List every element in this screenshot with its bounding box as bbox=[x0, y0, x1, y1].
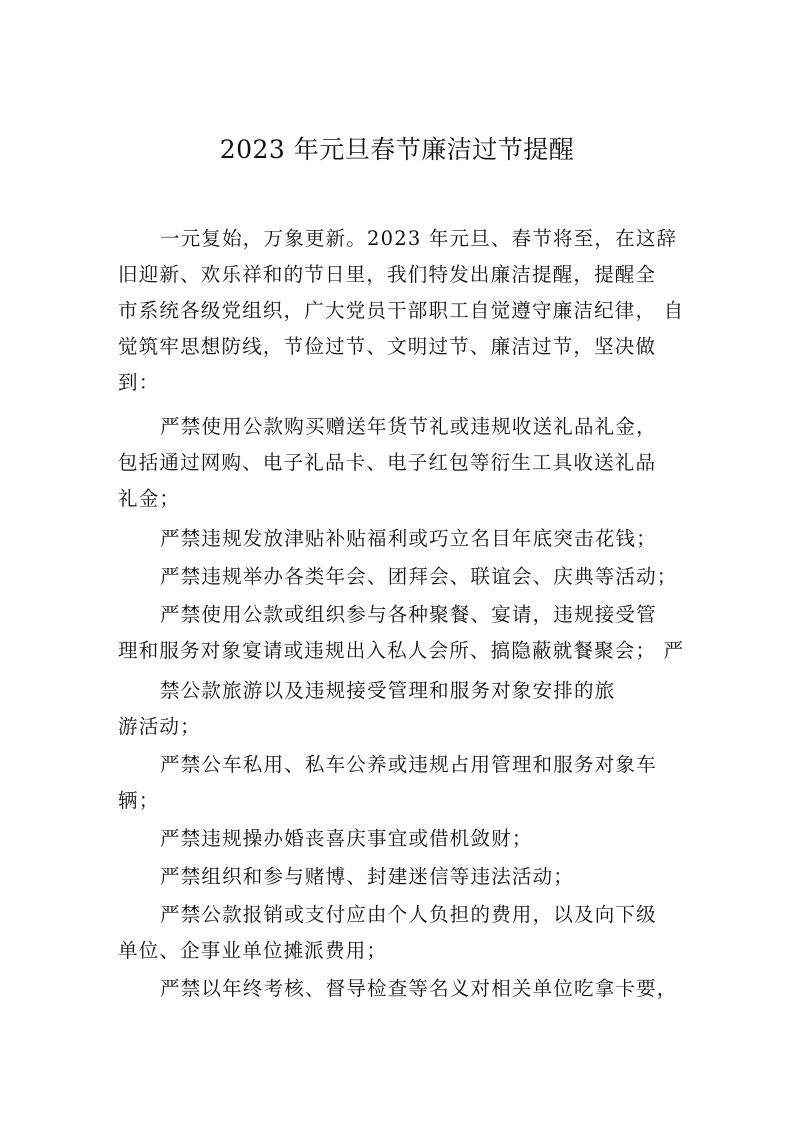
body-line: 市系统各级党组织，广大党员干部职工自觉遵守廉洁纪律， 自 bbox=[118, 299, 685, 322]
body-line: 礼金； bbox=[118, 487, 181, 510]
body-line: 严禁以年终考核、督导检查等名义对相关单位吃拿卡要， bbox=[160, 977, 678, 1000]
body-line: 严禁违规举办各类年会、团拜会、联谊会、庆典等活动； bbox=[160, 565, 678, 588]
body-line: 严禁组织和参与赌博、封建迷信等违法活动； bbox=[160, 865, 575, 888]
body-line: 包括通过网购、电子礼品卡、电子红包等衍生工具收送礼品 bbox=[118, 451, 657, 474]
body-line: 严禁违规操办婚丧喜庆事宜或借机敛财； bbox=[160, 827, 533, 850]
body-line: 严禁使用公款或组织参与各种聚餐、宴请，违规接受管 bbox=[160, 603, 657, 626]
body-line: 理和服务对象宴请或违规出入私人会所、搞隐蔽就餐聚会； 严 bbox=[118, 639, 685, 662]
body-line: 游活动； bbox=[118, 715, 201, 738]
body-line: 到： bbox=[118, 371, 160, 394]
body-line: 严禁使用公款购买赠送年货节礼或违规收送礼品礼金， bbox=[160, 415, 657, 438]
body-line: 严禁违规发放津贴补贴福利或巧立名目年底突击花钱； bbox=[160, 527, 657, 550]
body-line: 旧迎新、欢乐祥和的节日里，我们特发出廉洁提醒，提醒全 bbox=[118, 263, 657, 286]
body-line: 一元复始，万象更新。2023 年元旦、春节将至，在这辞 bbox=[160, 227, 678, 250]
body-line: 单位、企事业单位摊派费用； bbox=[118, 939, 388, 962]
body-line: 严禁公车私用、私车公养或违规占用管理和服务对象车 bbox=[160, 753, 657, 776]
body-line: 禁公款旅游以及违规接受管理和服务对象安排的旅 bbox=[160, 679, 616, 702]
body-line: 辆； bbox=[118, 789, 160, 812]
body-line: 觉筑牢思想防线，节俭过节、文明过节、廉洁过节，坚决做 bbox=[118, 335, 657, 358]
document-title: 2023 年元旦春节廉洁过节提醒 bbox=[219, 135, 575, 164]
body-line: 严禁公款报销或支付应由个人负担的费用，以及向下级 bbox=[160, 903, 657, 926]
